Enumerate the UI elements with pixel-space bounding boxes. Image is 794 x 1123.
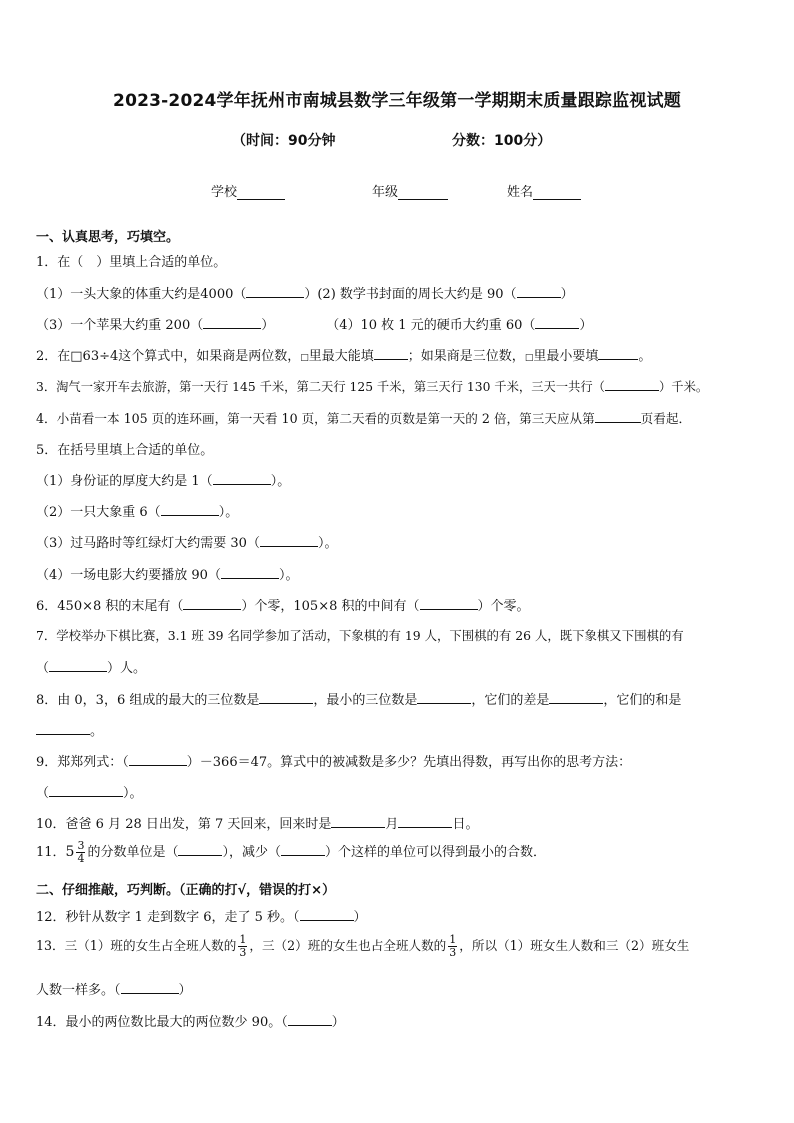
answer-blank[interactable] [417, 691, 471, 704]
question-2: 2．在□63÷4这个算式中，如果商是两位数，□里最大能填 ；如果商是三位数，□里最小要填 。 [36, 349, 652, 364]
exam-title: 2023-2024学年抚州市南城县数学三年级第一学期期末质量跟踪监视试题 [113, 91, 681, 111]
question-8: 8．由 0，3，6 组成的最大的三位数是 ，最小的三位数是 ，它们的差是 ，它们的和是 [36, 693, 682, 708]
answer-blank[interactable] [374, 347, 408, 360]
answer-blank[interactable] [183, 597, 241, 610]
question-6: 6．450×8 积的末尾有（ ）个零，105×8 积的中间有（ ）个零。 [36, 599, 530, 614]
answer-blank[interactable] [246, 285, 304, 298]
answer-blank[interactable] [213, 472, 271, 485]
question-13-cont: 人数一样多。（ ） [36, 983, 192, 998]
answer-blank[interactable] [281, 843, 325, 856]
section-2-heading: 二、仔细推敲，巧判断。（正确的打√，错误的打×） [36, 883, 336, 898]
question-3: 3．淘气一家开车去旅游，第一天行 145 千米，第二天行 125 千米，第三天行 130 千米，三天一共行（ ）千米。 [36, 380, 709, 394]
question-9-answer: （ ）。 [36, 786, 143, 801]
section-1-heading: 一、认真思考，巧填空。 [36, 230, 180, 245]
answer-blank[interactable] [517, 285, 561, 298]
fraction-one-third: $\frac{1}{3}$ [239, 933, 247, 959]
question-10: 10．爸爸 6 月 28 日出发，第 7 天回来，回来时是 月 日。 [36, 817, 479, 832]
mixed-fraction: $\frac{3}{4}$ [77, 839, 85, 865]
answer-blank[interactable] [598, 347, 638, 360]
time-limit: （时间：90分钟 [232, 133, 336, 149]
question-1-part-3-4: （3）一个苹果大约重 200（ ） （4）10 枚 1 元的硬币大约重 60（ ） [36, 318, 593, 333]
total-score: 分数：100分） [452, 133, 552, 149]
answer-blank[interactable] [260, 534, 318, 547]
answer-blank[interactable] [203, 316, 261, 329]
answer-blank[interactable] [300, 908, 354, 921]
school-field[interactable]: 学校 [211, 181, 285, 200]
grade-field[interactable]: 年级 [372, 181, 448, 200]
answer-blank[interactable] [129, 753, 187, 766]
question-5: 5．在括号里填上合适的单位。 [36, 443, 214, 458]
answer-blank[interactable] [221, 566, 279, 579]
answer-blank[interactable] [605, 378, 659, 391]
answer-blank[interactable] [161, 503, 219, 516]
answer-blank[interactable] [331, 815, 385, 828]
answer-blank[interactable] [49, 784, 123, 797]
question-5-part-2: （2）一只大象重 6（ ）。 [36, 505, 239, 520]
question-12: 12．秒针从数字 1 走到数字 6，走了 5 秒。（ ） [36, 910, 367, 925]
answer-blank[interactable] [178, 843, 222, 856]
answer-blank[interactable] [49, 659, 107, 672]
answer-blank[interactable] [288, 1013, 332, 1026]
answer-blank[interactable] [36, 722, 90, 735]
name-field[interactable]: 姓名 [507, 181, 581, 200]
answer-blank[interactable] [535, 316, 579, 329]
question-14: 14．最小的两位数比最大的两位数少 90。（ ） [36, 1015, 345, 1030]
answer-blank[interactable] [259, 691, 313, 704]
fraction-one-third: $\frac{1}{3}$ [449, 933, 457, 959]
question-5-part-3: （3）过马路时等红绿灯大约需要 30（ ）。 [36, 536, 338, 551]
question-5-part-1: （1）身份证的厚度大约是 1（ ）。 [36, 474, 291, 489]
answer-blank[interactable] [398, 815, 452, 828]
question-13: 13．三（1）班的女生占全班人数的 $\frac{1}{3}$ ，三（2）班的女生也占全班人数的 $\frac{1}{3}$ ，所以（1）班女生人数和三（2）班女生 [36, 933, 690, 959]
question-1: 1．在（ ）里填上合适的单位。 [36, 255, 227, 270]
answer-blank[interactable] [121, 981, 179, 994]
question-5-part-4: （4）一场电影大约要播放 90（ ）。 [36, 568, 299, 583]
question-9: 9．郑郑列式：（ ）－366＝47。算式中的被减数是多少？先填出得数，再写出你的思考方法： [36, 755, 632, 770]
answer-blank[interactable] [595, 410, 641, 423]
answer-blank[interactable] [420, 597, 478, 610]
question-8-cont: 。 [36, 720, 103, 739]
question-11: 11．5 $\frac{3}{4}$ 的分数单位是（ ），减少（ ）个这样的单位可以得到最小的合数． [36, 839, 547, 865]
question-1-part-1-2: （1）一头大象的体重大约是4000（ ）(2) 数学书封面的周长大约是 90（ ） [36, 287, 574, 302]
question-7-answer: （ ）人。 [36, 661, 147, 676]
answer-blank[interactable] [549, 691, 603, 704]
question-7: 7．学校举办下棋比赛，3.1 班 39 名同学参加了活动，下象棋的有 19 人，下围棋的有 26 人，既下象棋又下围棋的有 [36, 628, 684, 643]
question-4: 4．小苗看一本 105 页的连环画，第一天看 10 页，第二天看的页数是第一天的 2 倍，第三天应从第 页看起． [36, 411, 692, 426]
